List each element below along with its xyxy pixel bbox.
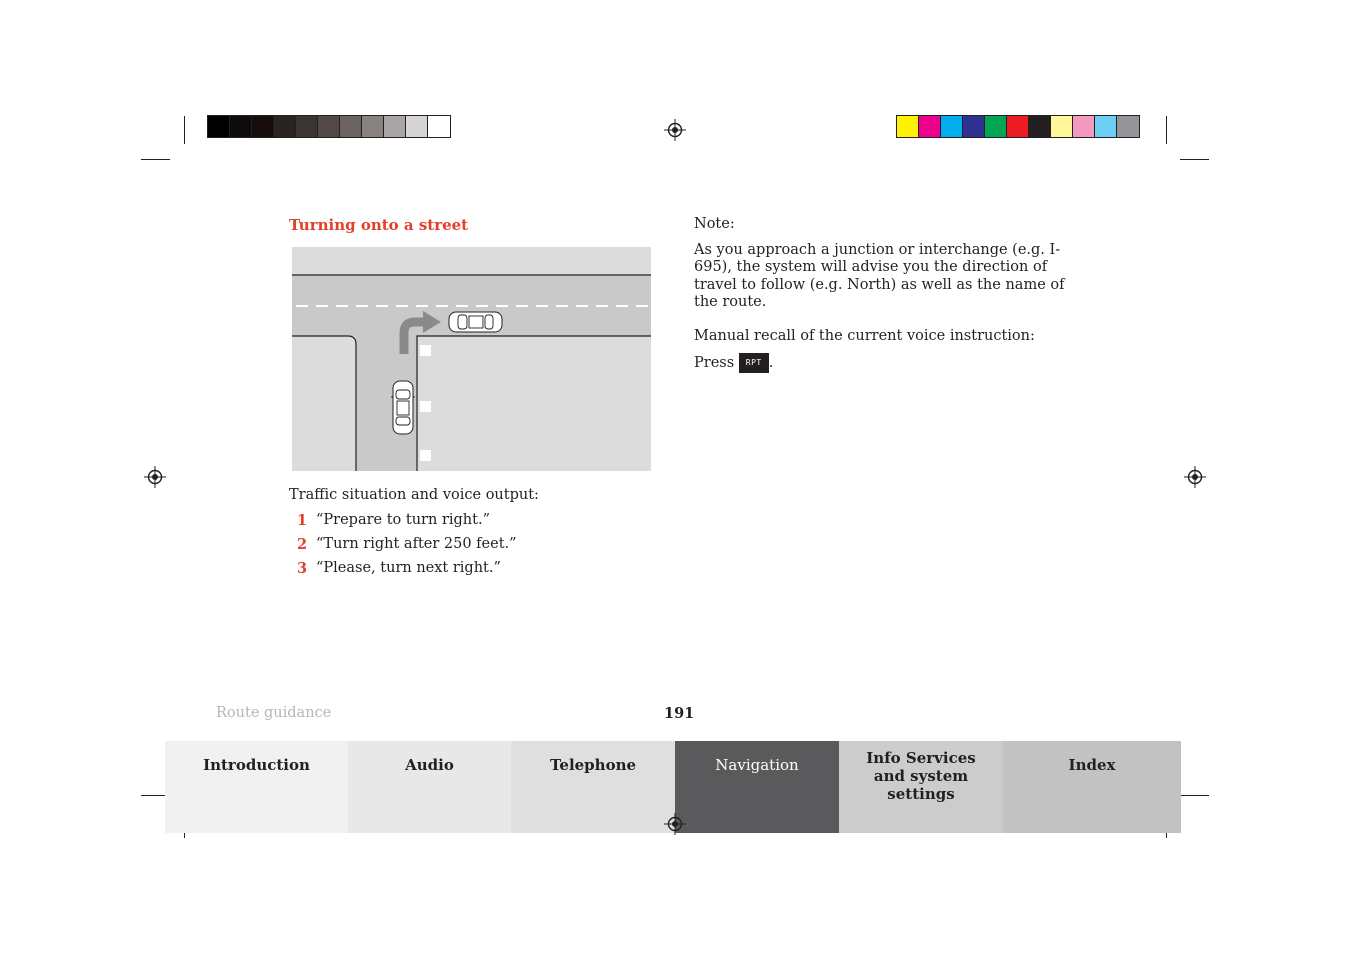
color-swatch <box>1051 116 1073 137</box>
list-item-text: “Prepare to turn right.” <box>316 512 490 528</box>
gray-swatch <box>274 116 296 137</box>
list-item-number: 2 <box>297 536 308 553</box>
note-block <box>694 216 1074 373</box>
note-label: Note: <box>694 216 735 232</box>
gray-swatch <box>318 116 340 137</box>
note-text: As you approach a junction or interchange (e.g. I-695), the system will advise you the direction of travel to follow (e.g. North) as well as the name of the route. <box>694 241 1065 310</box>
tab-index[interactable]: Index <box>1003 741 1181 833</box>
gray-swatch <box>340 116 362 137</box>
car-icon <box>449 312 502 332</box>
gray-swatch <box>384 116 406 137</box>
gray-swatch <box>406 116 428 137</box>
turn-diagram <box>292 247 651 471</box>
list-item-text: “Turn right after 250 feet.” <box>316 536 517 552</box>
crop-mark <box>1166 116 1167 144</box>
color-swatch <box>1073 116 1095 137</box>
crop-mark <box>141 159 170 160</box>
rpt-key-icon: RPT <box>739 353 769 373</box>
color-swatch <box>941 116 963 137</box>
color-swatch <box>963 116 985 137</box>
color-swatch <box>1007 116 1029 137</box>
color-swatch <box>919 116 941 137</box>
gray-swatch <box>296 116 318 137</box>
registration-mark-icon <box>664 813 686 835</box>
color-swatch <box>1029 116 1051 137</box>
color-swatch <box>1117 116 1139 137</box>
press-end: . <box>768 355 774 371</box>
crop-mark <box>1180 795 1209 796</box>
marker-1 <box>420 345 431 356</box>
color-swatch <box>1095 116 1117 137</box>
tab-introduction[interactable]: Introduction <box>165 741 348 833</box>
list-item <box>297 560 517 584</box>
gray-swatch <box>428 116 450 137</box>
registration-mark-icon <box>1184 466 1206 488</box>
registration-mark-icon <box>144 466 166 488</box>
color-swatch <box>897 116 919 137</box>
section-heading: Turning onto a street <box>289 216 469 234</box>
diagram-caption: Traffic situation and voice output: <box>289 487 539 503</box>
list-item-number: 1 <box>297 512 308 529</box>
color-swatch-bar <box>896 115 1140 138</box>
gray-swatch <box>208 116 230 137</box>
gray-swatch <box>230 116 252 137</box>
crop-mark <box>1180 159 1209 160</box>
tab-telephone[interactable]: Telephone <box>511 741 675 833</box>
list-item <box>297 536 517 560</box>
registration-mark-icon <box>664 119 686 141</box>
marker-2 <box>420 401 431 412</box>
recall-text: Manual recall of the current voice instruction: <box>694 327 1035 344</box>
tab-audio[interactable]: Audio <box>348 741 511 833</box>
tab-navigation[interactable]: Navigation <box>675 741 839 833</box>
tab-info[interactable]: Info Services and system settings <box>839 741 1003 833</box>
grayscale-swatch-bar <box>207 115 451 138</box>
gray-swatch <box>252 116 274 137</box>
press-text: Press <box>694 355 735 371</box>
marker-3 <box>420 450 431 461</box>
list-item-text: “Please, turn next right.” <box>316 560 501 576</box>
press-line <box>694 353 1074 373</box>
list-item-number: 3 <box>297 560 308 577</box>
page-number: 191 <box>664 705 695 722</box>
voice-output-list <box>297 512 517 584</box>
footer-section-name: Route guidance <box>216 705 332 721</box>
car-icon <box>391 381 415 434</box>
crop-mark <box>184 116 185 144</box>
color-swatch <box>985 116 1007 137</box>
gray-swatch <box>362 116 384 137</box>
list-item <box>297 512 517 536</box>
